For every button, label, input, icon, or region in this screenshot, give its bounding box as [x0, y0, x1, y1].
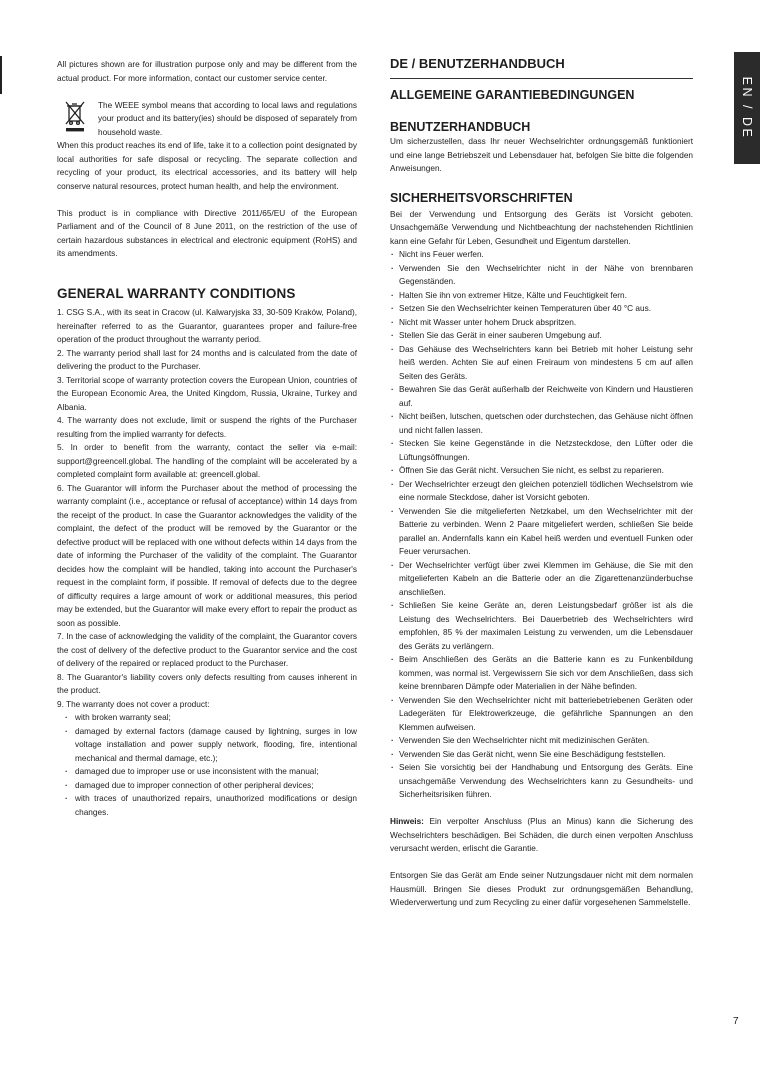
de-warranty-heading: ALLGEMEINE GARANTIEBEDINGUNGEN	[390, 88, 635, 102]
warranty-item-2: 2. The warranty period shall last for 24 months and is calculated from the date of delivering the product to the Purchaser.	[57, 348, 357, 371]
hint-text: Ein verpolter Anschluss (Plus an Minus) kann die Sicherung des Wechselrichters beschädigen. Bei Schäden, die durch einen verpolten Anschluss verursacht werden, erlischt die Garantie.	[390, 817, 693, 853]
language-tab-label: EN / DE	[740, 76, 754, 140]
left-column	[57, 58, 357, 819]
warranty-item-7: 7. In the case of acknowledging the validity of the complaint, the Guarantor covers the cost of delivery of the defective product to the Guarantor service and the cost of delivery of the repaired or replaced product to the Purchaser.	[57, 632, 357, 668]
language-tab	[734, 52, 760, 164]
safety-item: · Halten Sie ihn von extremer Hitze, Kälte und Feuchtigkeit fern.	[390, 289, 693, 303]
exclusion-item: · with broken warranty seal;	[57, 711, 357, 725]
de-section-title: DE / BENUTZERHANDBUCH	[390, 56, 565, 71]
weee-bin-icon	[57, 99, 93, 135]
warranty-item-4: 4. The warranty does not exclude, limit or suspend the rights of the Purchaser resulting from the implied warranty for defects.	[57, 416, 357, 439]
safety-item: · Öffnen Sie das Gerät nicht. Versuchen Sie nicht, es selbst zu reparieren.	[390, 464, 693, 478]
hint-label: Hinweis:	[390, 817, 424, 826]
de-safety-list	[390, 248, 693, 802]
exclusion-item: · damaged by external factors (damage caused by lightning, surges in low voltage installation and power supply network, flooding, fire, intentional mechanical and thermal damage, etc.);	[57, 725, 357, 766]
safety-item: · Verwenden Sie den Wechselrichter nicht mit batteriebetriebenen Geräten oder Ladegeräten für Elektrowerkzeuge, die gefährliche Spannungen an den Klemmen aufweisen.	[390, 694, 693, 735]
de-safety-intro: Bei der Verwendung und Entsorgung des Geräts ist Vorsicht geboten. Unsachgemäße Verwendung und Nichtbeachtung der nachstehenden Richtlinien kann eine Gefahr für Leben, Gesundheit und Eigentum darstellen.	[390, 209, 693, 246]
warranty-item-9: 9. The warranty does not cover a product:	[57, 699, 210, 709]
safety-item: · Verwenden Sie den Wechselrichter nicht mit medizinischen Geräten.	[390, 734, 693, 748]
warranty-item-5: 5. In order to benefit from the warranty, contact the seller via e-mail: support@greencell.global. The handling of the complaint will be accelerated by a completed complaint form available at: greencell.global.	[57, 443, 357, 479]
safety-item: · Verwenden Sie die mitgelieferten Netzkabel, um den Wechselrichter mit der Batterie zu verbinden. Wenn 2 Paare mitgeliefert werden, schließen Sie beide parallel an. Andernfalls kann ein Kabel heiß werden und eventuell Funken oder Feuer verursachen.	[390, 505, 693, 559]
safety-item: · Nicht ins Feuer werfen.	[390, 248, 693, 262]
de-manual-heading: BENUTZERHANDBUCH	[390, 120, 531, 134]
warranty-item-8: 8. The Guarantor's liability covers only defects resulting from causes inherent in the product.	[57, 672, 357, 695]
warranty-item-6: 6. The Guarantor will inform the Purchaser about the method of processing the warranty complaint (i.e., acceptance or refusal of acceptance) within 14 days from the receipt of the product. In case the Guarantor acknowledges the validity of the complaint, the defect of the product will be removed by the Guarantor or the defective product will be replaced with one without defects within 14 days from the date of informing the Purchaser of the validity of the complaint. The Guarantor decides how the complaint will be handled, taking into account the Purchaser's request in the complaint form, if possible. If removal of defects due to the degree of difficulty requires a large amount of work or additional measures, this period may be extended, but the Guarantor will make every effort to repair the product as soon as possible.	[57, 483, 357, 628]
safety-item: · Der Wechselrichter erzeugt den gleichen potenziell tödlichen Wechselstrom wie eine normale Steckdose, daher ist Vorsicht geboten.	[390, 478, 693, 505]
safety-item: · Nicht mit Wasser unter hohem Druck abspritzen.	[390, 316, 693, 330]
title-divider	[390, 78, 693, 79]
page-edge-mark	[0, 56, 2, 94]
safety-item: · Das Gehäuse des Wechselrichters kann bei Betrieb mit hoher Leistung sehr heiß werden. Achten Sie auf einen Freiraum von mindestens 5 cm auf allen Seiten des Geräts.	[390, 343, 693, 384]
illustration-notice: All pictures shown are for illustration purpose only and may be different from the actual product. For more information, contact our customer service center.	[57, 60, 357, 83]
warranty-item-3: 3. Territorial scope of warranty protection covers the European Union, countries of the European Economic Area, the United Kingdom, Russia, Ukraine, Turkey and Albania.	[57, 375, 357, 412]
warranty-item-1: 1. CSG S.A., with its seat in Cracow (ul. Kalwaryjska 33, 30-509 Kraków, Poland), hereinafter referred to as the Guarantor, guarantees proper and failure-free operation of the product throughout the warranty period.	[57, 308, 357, 344]
de-disposal-note: Entsorgen Sie das Gerät am Ende seiner Nutzungsdauer nicht mit dem normalen Hausmüll. Bringen Sie dieses Produkt zur ordnungsgemäßen Behandlung, Wiederverwertung und zum Recycling zu einer dafür vorgesehenen Sammelstelle.	[390, 871, 693, 907]
exclusion-item: · damaged due to improper connection of other peripheral devices;	[57, 779, 357, 793]
safety-item: · Schließen Sie keine Geräte an, deren Leistungsbedarf größer ist als die Leistung des Wechselrichters. Bei Dauerbetrieb des Wechselrichters wird empfohlen, 85 % der maximalen Leistung zu verwenden, um die Lebensdauer des Geräts zu verlängern.	[390, 599, 693, 653]
page-number: 7	[733, 1016, 739, 1027]
safety-item: · Stellen Sie das Gerät in einer sauberen Umgebung auf.	[390, 329, 693, 343]
exclusion-item: · with traces of unauthorized repairs, unauthorized modifications or design changes.	[57, 792, 357, 819]
weee-description: The WEEE symbol means that according to local laws and regulations your product and its battery(ies) should be disposed of separately from household waste.	[98, 100, 357, 137]
de-safety-heading: SICHERHEITSVORSCHRIFTEN	[390, 190, 573, 205]
safety-item: · Bewahren Sie das Gerät außerhalb der Reichweite von Kindern und Haustieren auf.	[390, 383, 693, 410]
safety-item: · Beim Anschließen des Geräts an die Batterie kann es zu Funkenbildung kommen, was normal ist. Vergewissern Sie sich vor dem Anschließen, dass sich keine brennbaren Dämpfe oder Materialien in der Nähe befinden.	[390, 653, 693, 694]
safety-item: · Verwenden Sie den Wechselrichter nicht in der Nähe von brennbaren Gegenständen.	[390, 262, 693, 289]
weee-continuation: When this product reaches its end of life, take it to a collection point designated by local authorities for safe disposal or recycling. The separate collection and recycling of your product, its electrical accessories, and its battery will help conserve natural resources, protect human health, and help the environment.	[57, 141, 357, 191]
rohs-compliance: This product is in compliance with Directive 2011/65/EU of the European Parliament and of the Council of 8 June 2011, on the restriction of the use of certain hazardous substances in electrical and electronic equipment (RoHS) and its amendments.	[57, 208, 357, 258]
warranty-exclusions	[57, 711, 357, 819]
de-manual-intro: Um sicherzustellen, dass Ihr neuer Wechselrichter ordnungsgemäß funktioniert und eine lange Betriebszeit und Lebensdauer hat, befolgen Sie bitte die folgenden Anweisungen.	[390, 137, 693, 173]
safety-item: · Seien Sie vorsichtig bei der Handhabung und Entsorgung des Geräts. Eine unsachgemäße Verwendung des Wechselrichters kann zu Gesundheits- und Sicherheitsrisiken führen.	[390, 761, 693, 802]
safety-item: · Verwenden Sie das Gerät nicht, wenn Sie eine Beschädigung feststellen.	[390, 748, 693, 762]
safety-item: · Nicht beißen, lutschen, quetschen oder durchstechen, das Gehäuse nicht öffnen und nicht fallen lassen.	[390, 410, 693, 437]
safety-item: · Der Wechselrichter verfügt über zwei Klemmen im Gehäuse, die Sie mit den mitgelieferten Kabeln an die Batterie oder an die Zigarettenanzünderbuchse anschließen.	[390, 559, 693, 600]
safety-item: · Setzen Sie den Wechselrichter keinen Temperaturen über 40 °C aus.	[390, 302, 693, 316]
warranty-heading: GENERAL WARRANTY CONDITIONS	[57, 286, 296, 301]
safety-item: · Stecken Sie keine Gegenstände in die Netzsteckdose, den Lüfter oder die Lüftungsöffnungen.	[390, 437, 693, 464]
right-column	[390, 56, 693, 910]
weee-block	[57, 99, 357, 140]
de-polarity-hint	[390, 815, 693, 856]
exclusion-item: · damaged due to improper use or use inconsistent with the manual;	[57, 765, 357, 779]
